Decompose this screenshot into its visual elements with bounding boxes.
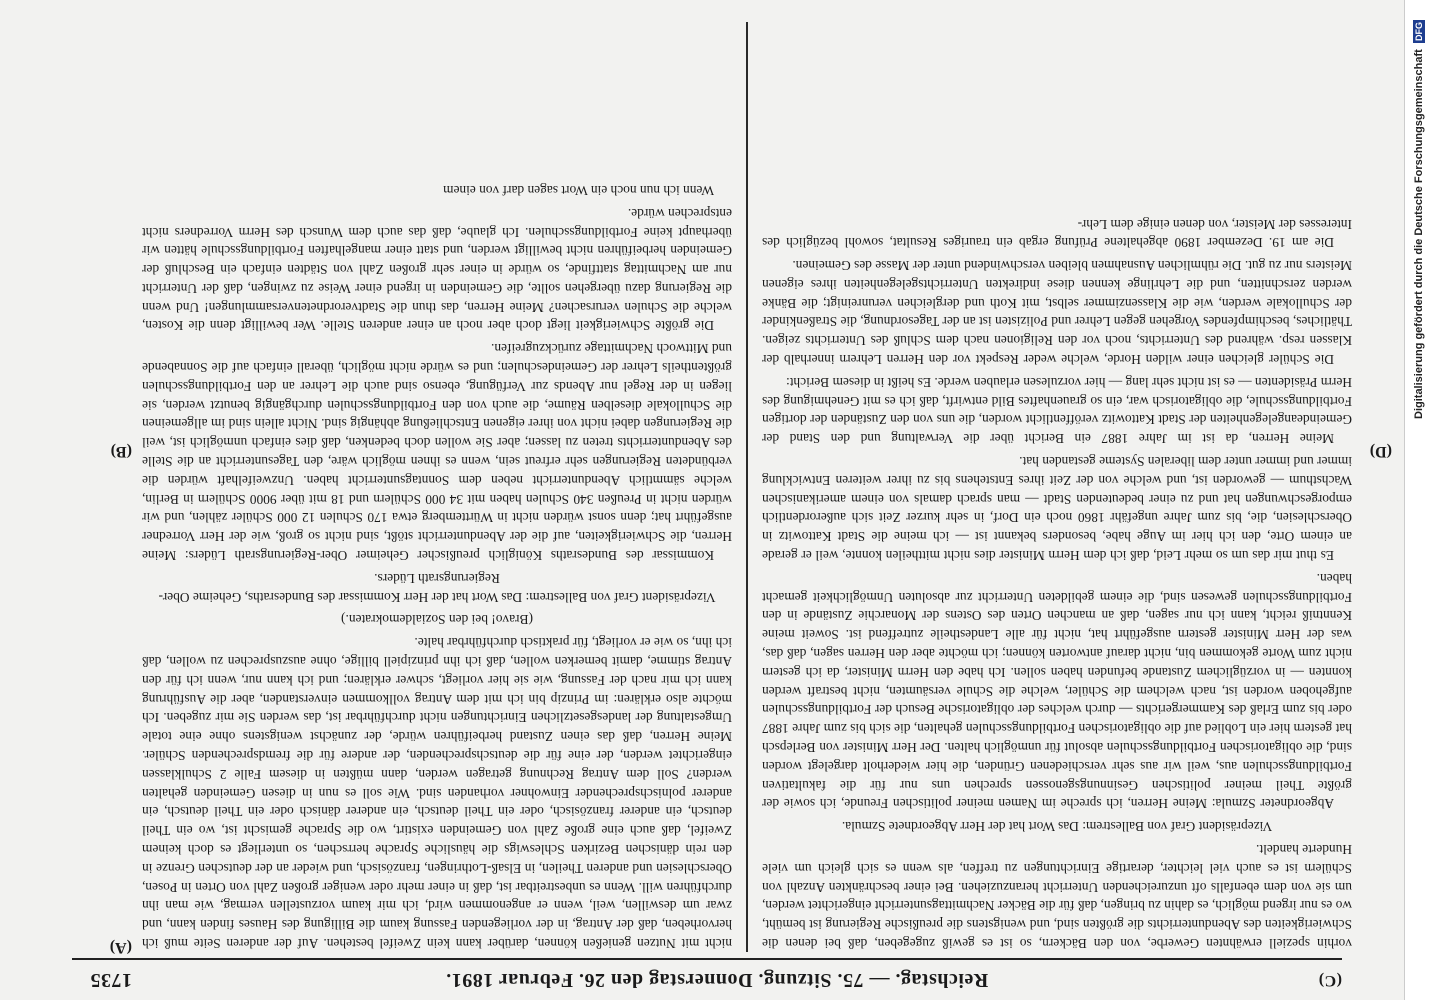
digitization-credit-strip: [1404, 0, 1432, 1000]
paragraph: vorhin speziell erwähnten Gewerbe, von den Bäckern, so ist es gewiß zugegeben, daß bei denen die Schwierigkeiten des Abendunterrichts die größten sind, und wenigstens die preußische Regierung ist bemüht, wo es nur irgend möglich, es dahin zu bringen, daß für die Bäcker Nachmittagsunterricht eingerichtet werden, um sie von dem ebenfalls oft unzureichenden Unterricht heranzuziehen. Bei einer beschränkten Anzahl von Schülern ist es auch viel leichter, derartige Einrichtungen zu treffen, als wenn es sich gleich um viele Hunderte handelt.: [762, 842, 1352, 951]
margin-marker-a: (A): [109, 939, 132, 956]
paragraph: Vizepräsident Graf von Ballestrem: Das Wort hat der Herr Kommissar des Bundesraths, Geheime Ober-Regierungsrath Lüders.: [158, 570, 716, 605]
paragraph: nicht mit Nutzen genießen können, darüber kann kein Zweifel bestehen. Auf der anderen Seite muß ich hervorheben, daß der Antrag, in der vorliegenden Fassung kaum die Billigung des Hauses finden kann, und zwar um deswillen, weil, wenn er angenommen wird, ich mir kaum vorzustellen vermag, wie man ihn durchführen will. Wenn es unbestreitbar ist, daß in einer mehr oder weniger großen Zahl von Orten in Posen, Oberschlesien und anderen Theilen, in Elsaß-Lothringen, französisch, und wieder an der deutschen Grenze in den rein dänischen Bezirken Schleswigs die häusliche Sprache herrschen, so unterliegt es doch keinem Zweifel, daß auch eine große Zahl von Gemeinden existirt, wo die Sprache gemischt ist, wo ein Theil deutsch, ein anderer französisch, oder ein Theil deutsch, ein anderer dänisch oder ein Theil deutsch, ein anderer polnischsprechender Einwohner vorhanden sind. Wie soll es nun in diesen Gemeinden gehalten werden? Soll dem Antrag Rechnung getragen werden, dann müßten in diesem Falle 2 Schulklassen eingerichtet werden, der eine für die deutschsprechenden, der andere für die fremdsprechenden Schüler. Meine Herren, daß das einen Zustand herbeiführen würde, der zunächst wenigstens ohne eine totale Umgestaltung der landesgesetzlichen Einrichtungen nicht durchführbar ist, das werden Sie mir zugeben. Ich möchte also erklären: im Prinzip bin ich mit dem Antrag vollkommen einverstanden, aber die Ausführung kann ich mir nach der Fassung, wie sie hier vorliegt, schwer erklären; und ich kann nur, wenn ich für den Antrag stimme, damit bemerken wollen, daß ich ihn prinzipiell billige, ohne auszusprechen zu wollen, daß ich ihn, so wie er vorliegt, für praktisch durchführbar halte.: [142, 635, 732, 951]
paragraph: (Bravo! bei den Sozialdemokraten.): [341, 612, 533, 628]
margin-marker-d: (D): [1369, 443, 1392, 460]
margin-marker-c: (C): [1318, 972, 1342, 989]
page-number: 1735: [90, 969, 132, 992]
paragraph: Kommissar des Bundesraths Königlich preußischer Geheimer Ober-Regierungsrath Lüders: Meine Herren, die Schwierigkeiten, auf die der Abendunterricht stößt, sind nicht so groß, wie der Herr Vorredner ausgeführt hat; denn sonst würden nicht in Württemberg etwa 170 Schulen 12 000 Schüler zählen, und wir würden nicht in Preußen 340 Schulen haben mit 34 000 Schülern und 18 mit über 9000 Schülern in Berlin, welche sämmtlich Abendunterricht neben dem Sonntagsunterricht haben. Unzweifelhaft würden die verbündeten Regierungen sehr erfreut sein, wenn es ihnen möglich wäre, den Tagesunterricht an die Stelle des Abendunterrichts treten zu lassen; aber Sie wollen doch bedenken, daß dies einfach unmöglich ist, weil die Regierungen dabei nicht von ihrer eigenen Entschließung abhängig sind. Nicht allein sind im allgemeinen die Schullokale dieselben Räume, die auch von den Fortbildungsschulen durchgängig benutzt werden, sie liegen in der Regel nur Abends zur Verfügung, ebenso sind auch die Lehrer an den Fortbildungsschulen größtentheils Lehrer der Gemeindeschulen; und es würde nicht möglich, überall einfach auf die Sonnabende und Mittwoch Nachmittage zurückzugreifen.: [142, 341, 732, 564]
paragraph: Vizepräsident Graf von Ballestrem: Das Wort hat der Herr Abgeordnete Szmula.: [841, 819, 1273, 835]
column-divider: [746, 22, 748, 952]
paragraph: Abgeordneter Szmula: Meine Herren, ich spreche im Namen meiner politischen Freunde, ich sowie der größte Theil meiner politischen Gesinnungsgenossen sprechen uns nur für die fakultativen Fortbildungsschulen aus, weil wir aus sehr verschiedenen Gründen, die hier wiederholt dargelegt worden sind, die obligatorischen Fortbildungsschulen absolut für unmöglich halten. Der Herr Minister von Berlepsch hat gestern hier ein Loblied auf die obligatorischen Fortbildungsschulen gehalten, die sich bis zum Jahre 1887 oder bis zum Erlaß des Kammergerichts — durch welches der obligatorische Besuch der Fortbildungsschulen aufgehoben worden ist, nach welchem die Schüler, welche die Schule versäumten, nicht bestraft werden konnten — in vorzüglichem Zustande befunden haben sollen. Ich habe den Herrn Minister, da ich gestern nicht zum Worte gekommen bin, nicht darauf antworten können; ich möchte aber den Herren sagen, daß das, was der Herr Minister gestern ausgeführt hat, nicht für alle Landestheile zutreffend ist. Soweit meine Kenntniß reicht, kann ich nur sagen, daß an manchen Orten des Ostens der Monarchie Zustände in den Fortbildungsschulen gewesen sind, die einem gebildeten Unterricht zur absoluten Unmöglichkeit gemacht haben.: [762, 570, 1352, 812]
paragraph: Wenn ich nun noch ein Wort sagen darf von einem: [443, 182, 714, 198]
page-title: Reichstag. — 75. Sitzung. Donnerstag den 26. Februar 1891.: [445, 969, 989, 992]
paragraph: Es thut mir das um so mehr Leid, daß ich dem Herrn Minister dies nicht mittheilen konnte, weil er gerade an einem Orte, den ich hier im Auge habe, besonders bekannt ist — ich meine die Stadt Kattowitz in Oberschlesien, die, bis zum Jahre ungefähr 1860 noch ein Dorf, in sehr kurzer Zeit sich außerordentlich emporgeschwungen hat und zu einer bedeutenden Stadt — man sprach damals von einem amerikanischen Wachsthum — geworden ist, und welche von der Zeit ihres Entstehens bis zu ihrer weiteren Entwicklung immer und immer unter dem liberalen Systeme gestanden hat.: [762, 454, 1352, 564]
paragraph: Die größte Schwierigkeit liegt doch aber noch an einer anderen Stelle. Wer bewilligt denn die Kosten, welche die Schulen verursachen? Meine Herren, das thun die Stadtverordnetenversammlungen! Und wenn die Regierung dazu übergehen sollte, die Gemeinden in irgend einer Weise zu zwingen, daß der Unterricht nur am Nachmittag stattfinde, so würde in einer sehr großen Zahl von Städten einfach ein Beschluß der Gemeinden herbeiführen nicht bewilligt werden, und statt einer mangelhaften Fortbildungsschule hätten wir überhaupt keine Fortbildungsschulen. Ich glaube, daß das auch dem Wunsch des Herrn Vorredners nicht entsprechen würde.: [142, 205, 732, 334]
margin-marker-b: (B): [110, 443, 132, 460]
paragraph: Die am 19. Dezember 1890 abgehaltene Prüfung ergab ein trauriges Resultat, sowohl bezüglich des Interesses der Meister, von denen einige dem Lehr-: [762, 216, 1352, 251]
credit-text: Digitalisierung gefördert durch die Deutsche Forschungsgemeinschaft: [1413, 49, 1425, 419]
page-header: [72, 958, 1342, 1000]
left-column: [762, 32, 1352, 952]
paragraph: Meine Herren, da ist im Jahre 1887 ein Bericht über die Verwaltung und den Stand der Gemeindeangelegenheiten der Stadt Kattowitz veröffentlicht worden, die uns von den Zuständen der dortigen Fortbildungsschule, die obligatorisch war, ein so grauenhaftes Bild entwirft, daß ich es mit Genehmigung des Herrn Präsidenten — es ist nicht sehr lang — hier vorzulesen erlauben werde. Es heißt in diesem Bericht:: [762, 374, 1352, 447]
right-column: [142, 32, 732, 952]
paragraph: Die Schüler gleichen einer wilden Horde, welche weder Respekt vor den Herren Lehrern innerhalb der Klassen resp. während des Unterrichts, noch vor den Religionen nach dem Schluß des Unterrichts zeigen. Thätliches, beschimpfendes Vorgehen gegen Lehrer und Polizisten ist an der Tagesordnung, die Straßenkinder der Schullokale werden, wie die Klassenzimmer selbst, mit Koth und dergleichen verunreinigt; die Bänke werden zerschnitten, und die Lehrlinge kennen diese indirekten Unterrichtsgelegenheiten ihres eigenen Meisters nur zu gut. Die rühmlichen Ausnahmen bleiben verschwindend unter der Masse des Gemeinen.: [762, 258, 1352, 368]
dfg-logo: DFG: [1414, 22, 1424, 41]
credit-line: [1407, 20, 1431, 980]
